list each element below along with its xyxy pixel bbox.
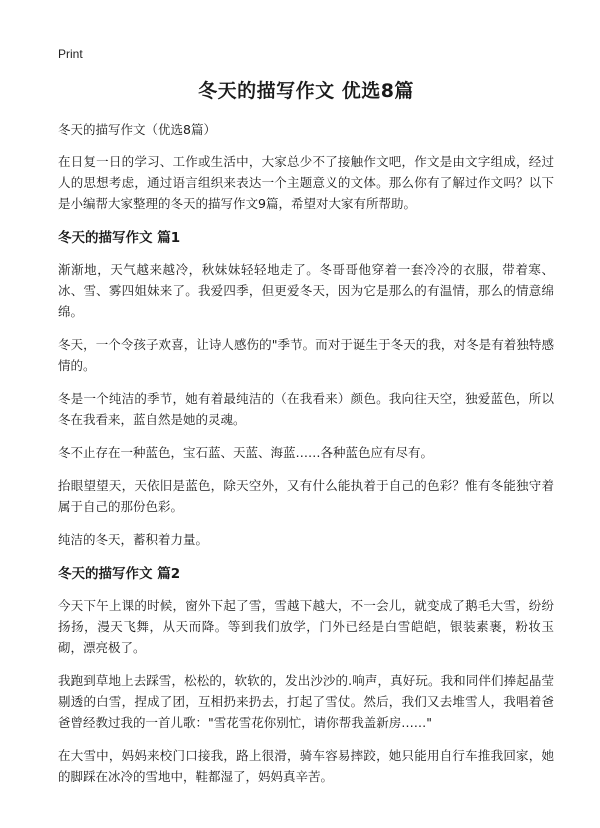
paragraph: 冬天，一个令孩子欢喜，让诗人感伤的"季节。而对于诞生于冬天的我，对冬是有着独特感情的。 bbox=[58, 337, 554, 373]
article-body bbox=[58, 120, 554, 799]
page-title: 冬天的描写作文 优选8篇 bbox=[198, 80, 414, 102]
section-heading-1: 冬天的描写作文 篇1 bbox=[58, 230, 181, 246]
paragraph: 我跑到草地上去踩雪，松松的，软软的，发出沙沙的.响声，真好玩。我和同伴们捧起晶莹剔透的白雪，捏成了团，互相扔来扔去，打起了雪仗。然后，我们又去堆雪人，我唱着爸爸曾经教过我的一首儿歌："雪花雪花你别忙，请你帮我盖新房……" bbox=[58, 673, 554, 730]
section-heading-2: 冬天的描写作文 篇2 bbox=[58, 566, 181, 582]
print-link[interactable]: Print bbox=[58, 47, 83, 61]
paragraph: 渐渐地，天气越来越冷，秋妹妹轻轻地走了。冬哥哥他穿着一套冷冷的衣服，带着寒、冰、雪、雾四姐妹来了。我爱四季，但更爱冬天，因为它是那么的有温情，那么的情意绵绵。 bbox=[58, 262, 554, 319]
paragraph: 抬眼望望天，天依旧是蓝色，除天空外，又有什么能执着于自己的色彩？惟有冬能独守着属于自己的那份色彩。 bbox=[58, 478, 554, 514]
paragraph: 冬是一个纯洁的季节，她有着最纯洁的（在我看来）颜色。我向往天空，独爱蓝色，所以冬在我看来，蓝自然是她的灵魂。 bbox=[58, 391, 554, 427]
article-subtitle: 冬天的描写作文（优选8篇） bbox=[58, 122, 216, 137]
paragraph: 纯洁的冬天，蓄积着力量。 bbox=[58, 532, 209, 547]
paragraph: 冬不止存在一种蓝色，宝石蓝、天蓝、海蓝……各种蓝色应有尽有。 bbox=[58, 445, 434, 460]
paragraph: 在大雪中，妈妈来校门口接我，路上很滑，骑车容易摔跤，她只能用自行车推我回家，她的脚踩在冰冷的雪地中，鞋都湿了，妈妈真辛苦。 bbox=[58, 748, 554, 784]
intro-paragraph: 在日复一日的学习、工作或生活中，大家总少不了接触作文吧，作文是由文字组成，经过人的思想考虑，通过语言组织来表达一个主题意义的文体。那么你有了解过作文吗？以下是小编帮大家整理的冬天的描写作文9篇，希望对大家有所帮助。 bbox=[58, 154, 554, 211]
paragraph: 今天下午上课的时候，窗外下起了雪，雪越下越大，不一会儿，就变成了鹅毛大雪，纷纷扬扬，漫天飞舞，从天而降。等到我们放学，门外已经是白雪皑皑，银装素裹，粉妆玉砌，漂亮极了。 bbox=[58, 598, 554, 655]
